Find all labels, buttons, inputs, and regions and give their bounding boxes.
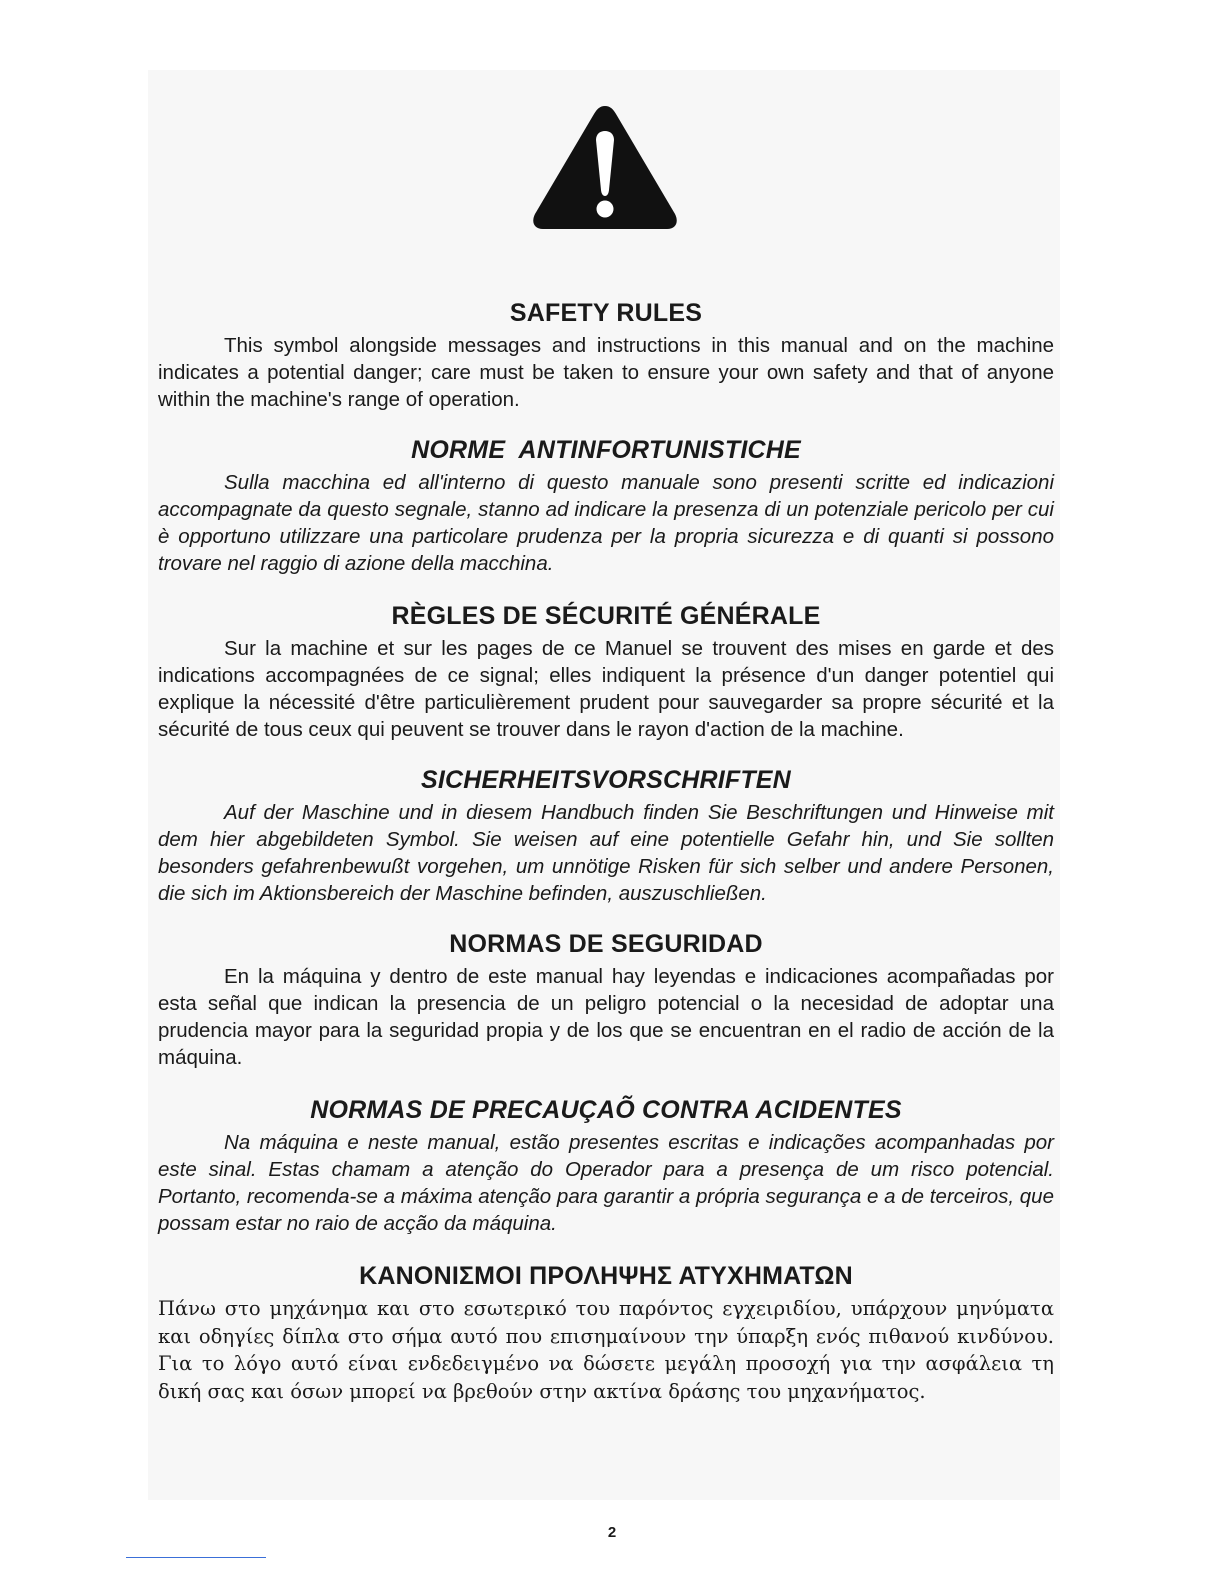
section-heading-english: SAFETY RULES <box>509 299 703 327</box>
section-french <box>158 601 1054 743</box>
section-german <box>158 765 1054 907</box>
page-number: 2 <box>607 1524 617 1541</box>
section-body-english: This symbol alongside messages and instructions in this manual and on the machine indicates a potential danger; care must be taken to ensure your own safety and that of anyone within the machine's range of operation. <box>158 334 1054 411</box>
section-heading-french: RÈGLES DE SÉCURITÉ GÉNÉRALE <box>391 602 821 630</box>
section-english <box>158 298 1054 413</box>
section-portuguese <box>158 1095 1054 1237</box>
section-heading-spanish: NORMAS DE SEGURIDAD <box>449 930 763 958</box>
section-italian <box>158 435 1054 577</box>
section-heading-greek: ΚΑΝΟΝΙΣΜΟΙ ΠΡΟΛΗΨΗΣ ΑΤΥΧΗΜΑΤΩΝ <box>359 1262 853 1290</box>
section-body-italian: Sulla macchina ed all'interno di questo manuale sono presenti scritte ed indicazioni accompagnate da questo segnale, stanno ad indicare la presenza di un potenziale pericolo per cui è opportuno utilizzare una particolare prudenza per la propria sicurezza e di quanti si possono trovare nel raggio di azione della macchina. <box>158 471 1054 575</box>
section-body-portuguese: Na máquina e neste manual, estão presentes escritas e indicações acompanhadas por este sinal. Estas chamam a atenção do Operador para a presença de um risco potencial. Portanto, recomenda-se a máxima atenção para garantir a própria segurança e a de terceiros, que possam estar no raio de acção da máquina. <box>158 1131 1054 1235</box>
section-heading-german: SICHERHEITSVORSCHRIFTEN <box>421 766 791 794</box>
section-spanish <box>158 929 1054 1071</box>
warning-triangle-exclamation-icon <box>530 102 680 232</box>
safety-rules-content <box>158 298 1054 1405</box>
section-greek <box>158 1261 1054 1405</box>
section-heading-portuguese: NORMAS DE PRECAUÇAÕ CONTRA ACIDENTES <box>310 1096 902 1124</box>
footer-rule <box>126 1557 266 1558</box>
section-body-german: Auf der Maschine und in diesem Handbuch finden Sie Beschriftungen und Hinweise mit dem hier abgebildeten Symbol. Sie weisen auf eine potentielle Gefahr hin, und Sie sollten besonders gefahrenbewußt vorgehen, um unnötige Risken für sich selber und andere Personen, die sich im Aktionsbereich der Maschine befinden, auszuschließen. <box>158 801 1054 905</box>
section-heading-italian: NORME ANTINFORTUNISTICHE <box>411 436 801 464</box>
section-body-french: Sur la machine et sur les pages de ce Manuel se trouvent des mises en garde et des indications accompagnées de ce signal; elles indiquent la présence d'un danger potentiel qui explique la nécessité d'être particulièrement prudent pour sauvegarder sa propre sécurité et la sécurité de tous ceux qui peuvent se trouver dans le rayon d'action de la machine. <box>158 637 1054 741</box>
section-body-greek: Πάνω στο μηχάνημα και στο εσωτερικό του παρόντος εγχειριδίου, υπάρχουν μηνύματα και οδηγίες δίπλα στο σήμα αυτό που επισημαίνουν την ύπαρξη ενός πιθανού κινδύνου. Για το λόγο αυτό είναι ενδεδειγμένο να δώσετε μεγάλη προσοχή για την ασφάλεια τη δική σας και όσων μπορεί να βρεθούν στην ακτίνα δράσης του μηχανήματος. <box>158 1297 1054 1403</box>
section-body-spanish: En la máquina y dentro de este manual hay leyendas e indicaciones acompañadas por esta señal que indican la presencia de un peligro potencial o la necesidad de adoptar una prudencia mayor para la seguridad propia y de los que se encuentran en el radio de acción de la máquina. <box>158 965 1054 1069</box>
